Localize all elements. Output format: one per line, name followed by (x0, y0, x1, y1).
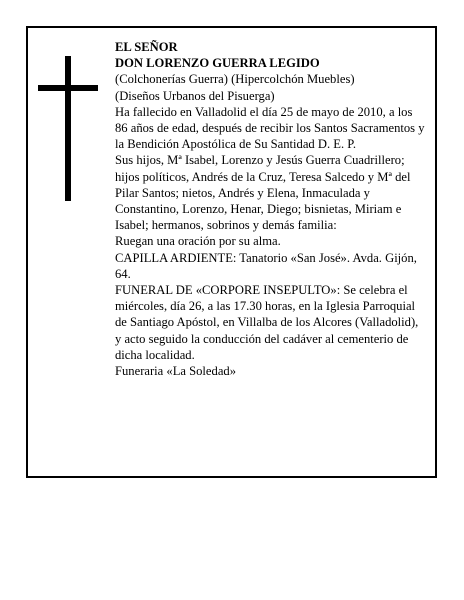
cross-icon (38, 56, 98, 201)
chapel-info: CAPILLA ARDIENTE: Tanatorio «San José». Avda. Gijón, 64. (115, 250, 417, 281)
cross-horizontal-bar (38, 85, 98, 91)
death-announcement: Ha fallecido en Valladolid el día 25 de mayo de 2010, a los 86 años de edad, después de recibir los Santos Sacramentos y la Bendición Apostólica de Su Santidad D. E. P. (115, 104, 425, 152)
prayer-request: Ruegan una oración por su alma. (115, 234, 281, 249)
obituary-text (115, 39, 425, 379)
cross-vertical-bar (65, 56, 71, 201)
funeral-info: FUNERAL DE «CORPORE INSEPULTO»: Se celebra el miércoles, día 26, a las 17.30 horas, en la Iglesia Parroquial de Santiago Apóstol, en Villalba de los Alcores (Valladolid), y acto seguido la conducción del cadáver al cementerio de dicha localidad. (115, 283, 419, 362)
obituary-notice (26, 26, 437, 478)
companies-line-2: (Diseños Urbanos del Pisuerga) (115, 88, 275, 103)
notice-heading: EL SEÑOR (115, 40, 178, 54)
companies-line-1: (Colchonerías Guerra) (Hipercolchón Muebles) (115, 72, 355, 87)
family-list: Sus hijos, Mª Isabel, Lorenzo y Jesús Guerra Cuadrillero; hijos políticos, Andrés de la Cruz, Teresa Salcedo y Mª del Pilar Santos; nietos, Andrés y Elena, Inmaculada y Constantino, Lorenzo, Henar, Diego; bisnietas, Miriam e Isabel; hermanos, sobrinos y demás familia: (115, 153, 411, 233)
funeral-home: Funeraria «La Soledad» (115, 364, 236, 379)
deceased-name: DON LORENZO GUERRA LEGIDO (115, 56, 320, 71)
